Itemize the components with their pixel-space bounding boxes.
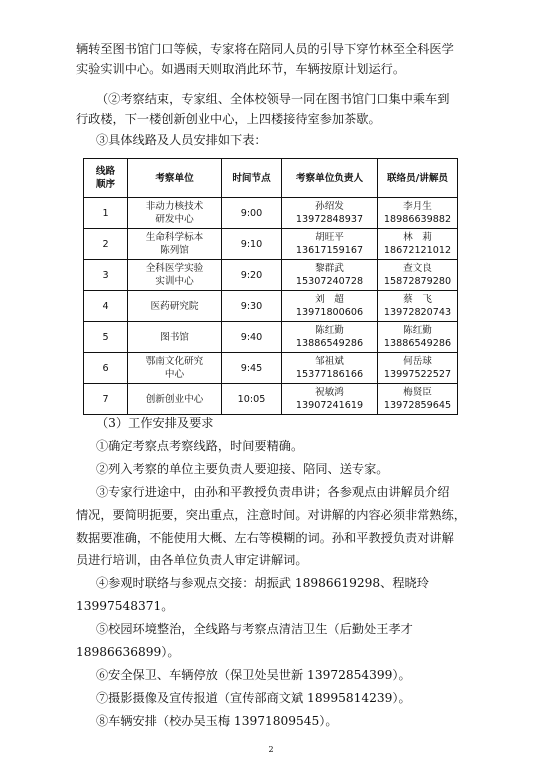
cell-guide: 李月生 18986639882 [378,198,458,229]
cell-guide: 查文良 15872879280 [378,260,458,291]
table-body [84,198,458,415]
header-time: 时间节点 [222,159,282,198]
header-order: 线路 顺序 [84,159,128,198]
cell-guide: 陈红勤 13886549286 [378,322,458,353]
cell-person: 祝敏鸿 13907241619 [282,384,378,415]
cell-guide: 蔡 飞 13972820743 [378,291,458,322]
cell-order: 6 [84,353,128,384]
cell-unit: 全科医学实验 实训中心 [128,260,222,291]
table-row [84,291,458,322]
cell-unit: 创新创业中心 [128,384,222,415]
cell-unit: 非动力核技术 研发中心 [128,198,222,229]
intro-line-4: 行政楼，下一楼创新创业中心，上四楼接待室参加茶歇。 [76,112,381,126]
cell-person: 刘 超 13971800606 [282,291,378,322]
cell-order: 4 [84,291,128,322]
section3-item5-line1: ⑤校园环境整治，全线路与考察点清洁卫生（后勤处王孝才 [96,622,413,636]
cell-person: 邹祖斌 15377186166 [282,353,378,384]
cell-order: 5 [84,322,128,353]
cell-order: 1 [84,198,128,229]
table-row [84,260,458,291]
section3-item8: ⑧车辆安排（校办吴玉梅 13971809545）。 [96,714,338,728]
section3-title: （3）工作安排及要求 [96,416,214,430]
section3-item7: ⑦摄影摄像及宣传报道（宣传部商文斌 18995814239）。 [96,691,411,705]
cell-time: 9:20 [222,260,282,291]
table-row [84,353,458,384]
header-guide: 联络员/讲解员 [378,159,458,198]
cell-person: 胡旺平 13617159167 [282,229,378,260]
cell-time: 9:00 [222,198,282,229]
cell-order: 7 [84,384,128,415]
cell-guide: 林 莉 18672121012 [378,229,458,260]
cell-time: 9:40 [222,322,282,353]
header-unit: 考察单位 [128,159,222,198]
cell-time: 10:05 [222,384,282,415]
section3-item3-line2: 情况，要简明扼要，突出重点，注意时间。对讲解的内容必须非常熟练， [76,508,466,522]
table-row [84,384,458,415]
table-row [84,229,458,260]
route-schedule-table [83,158,458,415]
table-row [84,198,458,229]
cell-time: 9:45 [222,353,282,384]
section3-item3-line3: 数据要准确，不能使用大概、左右等模糊的词。孙和平教授负责对讲解 [76,531,454,545]
section3-item2: ②列入考察的单位主要负责人要迎接、陪同、送专家。 [96,462,389,476]
cell-order: 2 [84,229,128,260]
section3-item4-line1: ④参观时联络与参观点交接：胡振武 18986619298、程晓玲 [96,576,429,590]
cell-unit: 医药研究院 [128,291,222,322]
cell-unit: 图书馆 [128,322,222,353]
intro-line-2: 实验实训中心。如遇雨天则取消此环节，车辆按原计划运行。 [76,62,406,76]
cell-order: 3 [84,260,128,291]
section3-item3-line4: 员进行培训，由各单位负责人审定讲解词。 [76,553,308,567]
header-person: 考察单位负责人 [282,159,378,198]
page-number: 2 [268,745,274,754]
cell-unit: 鄂南文化研究 中心 [128,353,222,384]
cell-unit: 生命科学标本 陈列馆 [128,229,222,260]
intro-line-1: 辆转至图书馆门口等候，专家将在陪同人员的引导下穿竹林至全科医学 [76,42,454,56]
cell-guide: 何岳球 13997522527 [378,353,458,384]
section3-item1: ①确定考察点考察线路，时间要精确。 [96,439,304,453]
cell-time: 9:30 [222,291,282,322]
table-header-row [84,159,458,198]
cell-time: 9:10 [222,229,282,260]
section3-item6: ⑥安全保卫、车辆停放（保卫处吴世新 13972854399）。 [96,668,411,682]
table-row [84,322,458,353]
cell-guide: 梅贤臣 13972859645 [378,384,458,415]
cell-person: 陈红勤 13886549286 [282,322,378,353]
table-caption: ③具体线路及人员安排如下表： [96,133,267,147]
cell-person: 黎群武 15307240728 [282,260,378,291]
section3-item4-line2: 13997548371。 [76,599,174,613]
cell-person: 孙绍发 13972848937 [282,198,378,229]
section3-item5-line2: 18986636899）。 [76,645,180,659]
section3-item3-line1: ③专家行进途中，由孙和平教授负责串讲；各参观点由讲解员介绍 [96,485,450,499]
intro-line-3: （②考察结束，专家组、全体校领导一同在图书馆门口集中乘车到 [96,92,450,106]
